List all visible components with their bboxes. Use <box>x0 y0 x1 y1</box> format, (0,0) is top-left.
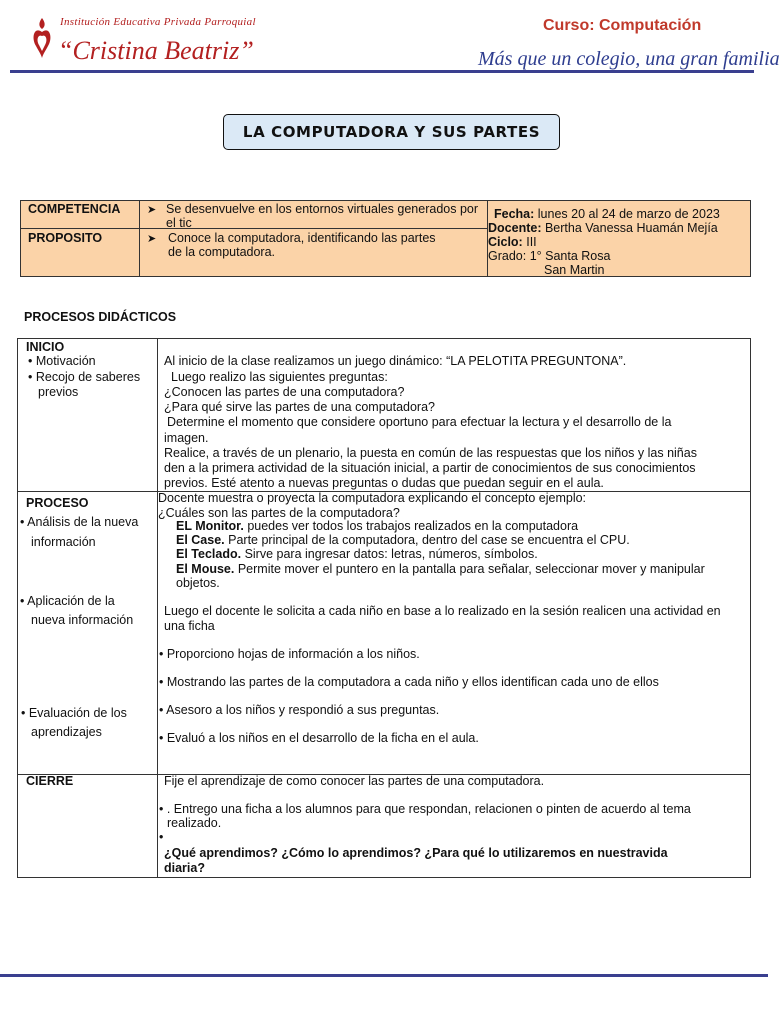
part-item <box>176 547 538 562</box>
inicio-label: INICIO <box>26 340 65 354</box>
part-name: El Mouse. <box>176 562 235 576</box>
part-desc: puedes ver todos los trabajos realizados en la computadora <box>247 519 579 533</box>
proceso-luego: Luego el docente le solicita a cada niño en base a lo realizado en la sesión realicen una actividad en <box>164 604 721 618</box>
grado-value-cont: San Martin <box>544 263 605 277</box>
docente-value: Bertha Vanessa Huamán Mejía <box>544 221 718 235</box>
ciclo-label: Ciclo: <box>488 235 523 249</box>
proceso-question: ¿Cuáles son las partes de la computadora? <box>158 506 400 520</box>
proceso-item: • Evaluación de los <box>21 706 127 720</box>
arrow-bullet-icon: ➤ <box>147 204 157 216</box>
proposito-label: PROPOSITO <box>28 231 103 245</box>
inicio-line: imagen. <box>164 431 209 445</box>
page-title <box>223 114 560 150</box>
cierre-bullet: • <box>159 830 164 844</box>
part-item <box>176 562 705 577</box>
proceso-bullet: • Proporciono hojas de información a los niños. <box>159 647 420 661</box>
proceso-luego-cont: una ficha <box>164 619 215 633</box>
cierre-label: CIERRE <box>26 774 74 788</box>
inicio-item: • Recojo de saberes <box>28 370 141 384</box>
page-title-text: LA COMPUTADORA Y SUS PARTES <box>242 123 541 141</box>
inicio-item: previos <box>38 385 79 399</box>
part-item <box>176 533 630 548</box>
inicio-line: Luego realizo las siguientes preguntas: <box>171 370 388 384</box>
proceso-item: nueva información <box>31 613 134 627</box>
inicio-line: Realice, a través de un plenario, la puesta en común de las respuestas que los niños y las niñas <box>164 446 697 460</box>
docente-label: Docente: <box>488 221 542 235</box>
part-name: El Case. <box>176 533 225 547</box>
grado-value: 1° Santa Rosa <box>529 249 611 263</box>
proposito-text-cont: de la computadora. <box>168 245 276 259</box>
proceso-item: aprendizajes <box>31 725 102 739</box>
proceso-item: • Aplicación de la <box>20 594 115 608</box>
cierre-line: • . Entrego una ficha a los alumnos para que respondan, relacionen o pinten de acuerdo al tema <box>159 802 691 816</box>
inicio-line: previos. Esté atento a nuevas preguntas o dudas que puedan seguir en el aula. <box>164 476 604 490</box>
fecha-label: Fecha: <box>494 207 535 221</box>
inicio-line: Al inicio de la clase realizamos un juego dinámico: “LA PELOTITA PREGUNTONA”. <box>164 354 627 368</box>
inicio-item: • Motivación <box>28 354 96 368</box>
grado-label: Grado: <box>488 249 527 263</box>
fecha-row <box>494 207 720 221</box>
proceso-bullet: • Mostrando las partes de la computadora a cada niño y ellos identifican cada uno de ellos <box>159 675 659 689</box>
info-table <box>20 200 751 277</box>
inicio-line: ¿Conocen las partes de una computadora? <box>164 385 405 399</box>
institution-name: “Cristina Beatriz” <box>58 36 254 65</box>
inicio-line: Determine el momento que considere oportuno para efectuar la lectura y el desarrollo de la <box>167 415 672 429</box>
part-desc-cont: objetos. <box>176 576 220 590</box>
cierre-question: ¿Qué aprendimos? ¿Cómo lo aprendimos? ¿Para qué lo utilizaremos en nuestravida <box>164 846 668 860</box>
heart-crest-icon <box>30 14 54 64</box>
docente-row <box>488 221 718 235</box>
institution-type: Institución Educativa Privada Parroquial <box>60 16 256 28</box>
cierre-line-cont: realizado. <box>167 816 222 830</box>
ciclo-row <box>488 235 537 249</box>
proceso-label: PROCESO <box>26 496 89 510</box>
competencia-text: Se desenvuelve en los entornos virtuales generados por el tic <box>166 202 479 230</box>
part-desc: Parte principal de la computadora, dentro del case se encuentra el CPU. <box>228 533 630 547</box>
fecha-value: lunes 20 al 24 de marzo de 2023 <box>537 207 720 221</box>
procesos-table <box>17 338 751 878</box>
part-desc: Permite mover el puntero en la pantalla para señalar, seleccionar mover y manipular <box>237 562 705 576</box>
cierre-question-cont: diaria? <box>164 861 205 875</box>
course-label: Curso: Computación <box>543 17 702 34</box>
section-heading: PROCESOS DIDÁCTICOS <box>24 310 177 324</box>
inicio-line: den a la primera actividad de la situación inicial, a partir de conocimientos de sus conocimientos <box>164 461 696 475</box>
inicio-line: ¿Para qué sirve las partes de una computadora? <box>164 400 435 414</box>
cierre-line: Fije el aprendizaje de como conocer las partes de una computadora. <box>164 774 545 788</box>
proceso-intro: Docente muestra o proyecta la computadora explicando el concepto ejemplo: <box>158 491 587 505</box>
header-divider <box>10 70 754 73</box>
slogan: Más que un colegio, una gran familia <box>478 48 780 70</box>
footer-divider <box>0 974 768 977</box>
proposito-text: Conoce la computadora, identificando las partes <box>168 231 436 245</box>
proceso-bullet: • Asesoro a los niños y respondió a sus preguntas. <box>159 703 440 717</box>
proceso-item: • Análisis de la nueva <box>20 515 139 529</box>
part-name: El Teclado. <box>176 547 242 561</box>
arrow-bullet-icon: ➤ <box>147 233 157 245</box>
part-name: EL Monitor. <box>176 519 244 533</box>
ciclo-value: III <box>526 235 537 249</box>
proceso-item: información <box>31 535 96 549</box>
grado-row <box>488 249 610 263</box>
part-item <box>176 519 578 534</box>
part-desc: Sirve para ingresar datos: letras, números, símbolos. <box>244 547 538 561</box>
competencia-label: COMPETENCIA <box>28 202 121 216</box>
proceso-bullet: • Evaluó a los niños en el desarrollo de la ficha en el aula. <box>159 731 479 745</box>
